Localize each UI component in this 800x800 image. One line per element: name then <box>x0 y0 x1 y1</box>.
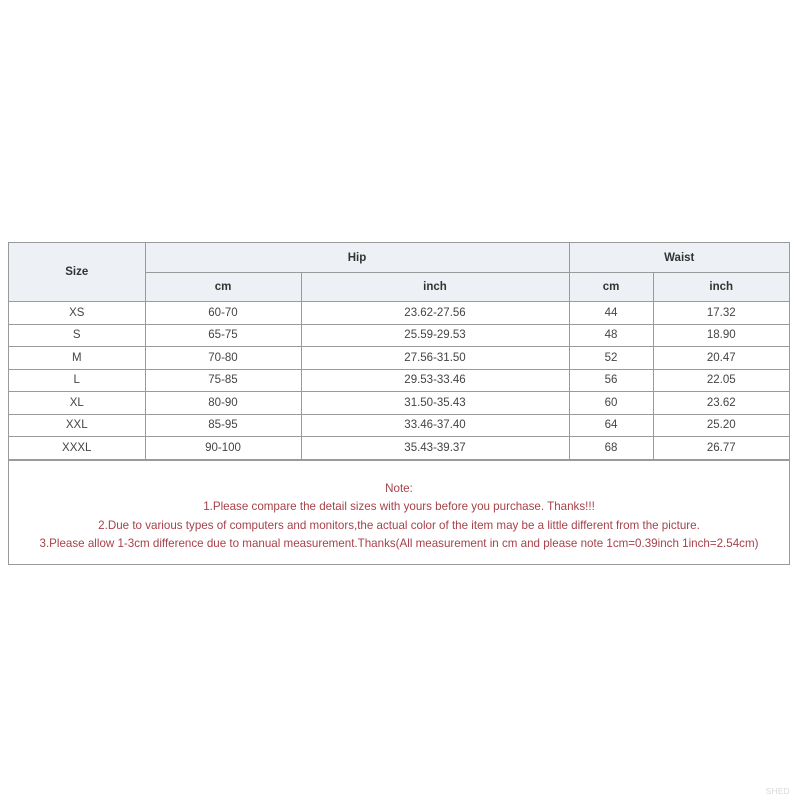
table-row <box>9 414 789 437</box>
table-row <box>9 302 789 325</box>
size-cell: M <box>9 347 145 370</box>
hip-inch-cell: 29.53-33.46 <box>301 369 569 392</box>
hip-cm-cell: 60-70 <box>145 302 301 325</box>
hip-inch-cell: 27.56-31.50 <box>301 347 569 370</box>
waist-inch-header: inch <box>653 273 789 302</box>
hip-cm-header: cm <box>145 273 301 302</box>
waist-cm-cell: 60 <box>569 392 653 415</box>
hip-inch-cell: 31.50-35.43 <box>301 392 569 415</box>
size-cell: XXL <box>9 414 145 437</box>
waist-inch-cell: 25.20 <box>653 414 789 437</box>
size-cell: S <box>9 324 145 347</box>
hip-inch-cell: 25.59-29.53 <box>301 324 569 347</box>
size-cell: L <box>9 369 145 392</box>
hip-inch-cell: 23.62-27.56 <box>301 302 569 325</box>
waist-inch-cell: 22.05 <box>653 369 789 392</box>
waist-inch-cell: 23.62 <box>653 392 789 415</box>
waist-inch-cell: 20.47 <box>653 347 789 370</box>
size-column-header: Size <box>9 243 145 302</box>
hip-cm-cell: 85-95 <box>145 414 301 437</box>
note-line-2: 2.Due to various types of computers and monitors,the actual color of the item may be a little different from the picture. <box>98 518 700 532</box>
waist-cm-cell: 64 <box>569 414 653 437</box>
hip-inch-header: inch <box>301 273 569 302</box>
hip-inch-cell: 33.46-37.40 <box>301 414 569 437</box>
note-line-1: 1.Please compare the detail sizes with yours before you purchase. Thanks!!! <box>203 500 595 513</box>
watermark: SHED <box>765 787 790 796</box>
hip-cm-cell: 90-100 <box>145 437 301 460</box>
notes-section <box>9 460 789 564</box>
notes-title: Note: <box>385 481 413 495</box>
hip-cm-cell: 80-90 <box>145 392 301 415</box>
note-line-3: 3.Please allow 1-3cm difference due to manual measurement.Thanks(All measurement in cm and please note 1cm=0.39inch 1inch=2.54cm) <box>39 537 759 550</box>
waist-inch-cell: 18.90 <box>653 324 789 347</box>
waist-cm-header: cm <box>569 273 653 302</box>
table-row <box>9 392 789 415</box>
size-chart <box>8 242 790 565</box>
waist-cm-cell: 52 <box>569 347 653 370</box>
size-table <box>9 243 789 460</box>
waist-inch-cell: 17.32 <box>653 302 789 325</box>
waist-inch-cell: 26.77 <box>653 437 789 460</box>
table-row <box>9 437 789 460</box>
hip-cm-cell: 65-75 <box>145 324 301 347</box>
hip-inch-cell: 35.43-39.37 <box>301 437 569 460</box>
hip-cm-cell: 70-80 <box>145 347 301 370</box>
hip-group-header: Hip <box>145 243 569 273</box>
table-row <box>9 347 789 370</box>
waist-cm-cell: 44 <box>569 302 653 325</box>
waist-cm-cell: 68 <box>569 437 653 460</box>
size-cell: XXXL <box>9 437 145 460</box>
size-cell: XS <box>9 302 145 325</box>
table-row <box>9 369 789 392</box>
table-row <box>9 324 789 347</box>
hip-cm-cell: 75-85 <box>145 369 301 392</box>
size-cell: XL <box>9 392 145 415</box>
waist-group-header: Waist <box>569 243 789 273</box>
waist-cm-cell: 48 <box>569 324 653 347</box>
waist-cm-cell: 56 <box>569 369 653 392</box>
